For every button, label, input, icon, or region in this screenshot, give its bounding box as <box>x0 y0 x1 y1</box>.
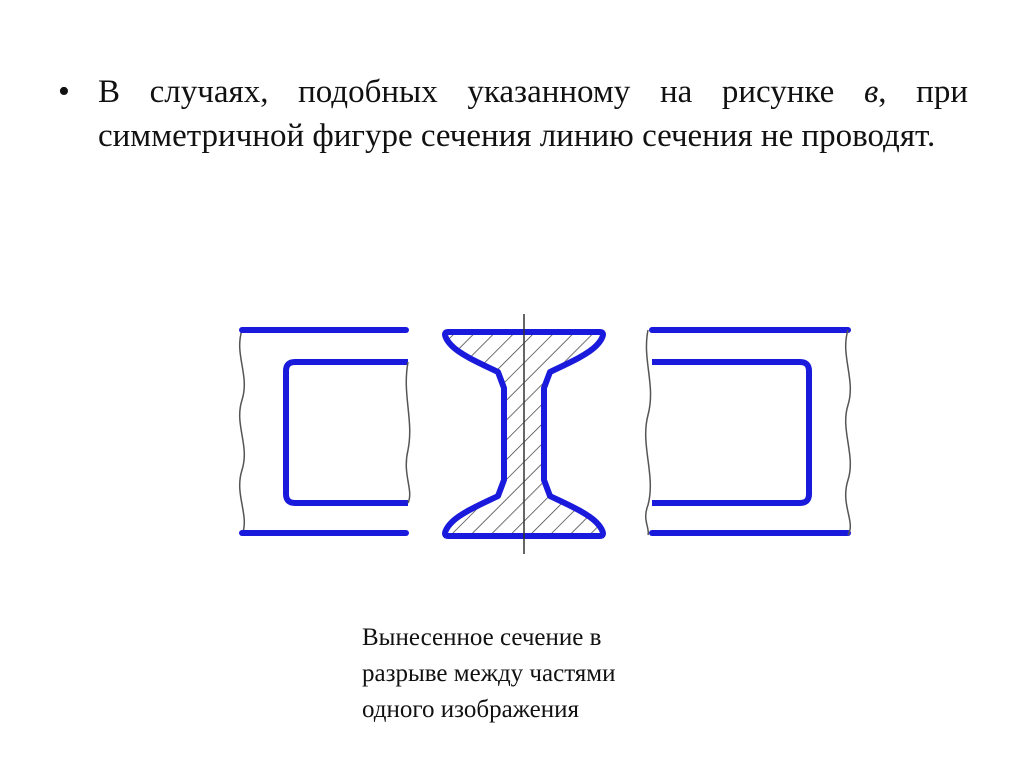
caption-line-3: одного изображения <box>362 696 579 723</box>
bullet-paragraph <box>58 70 968 158</box>
bullet-text-italic: в <box>863 74 879 110</box>
left-break-line <box>240 330 245 535</box>
bullet-text <box>98 70 968 158</box>
section-drawing <box>220 310 880 570</box>
i-beam-section <box>445 314 603 554</box>
bullet-text-main: В случаях, подобных указанному на рисунке <box>98 74 864 110</box>
left-right-break-line <box>406 362 409 503</box>
right-left-break-line <box>646 330 651 535</box>
section-drawing-svg <box>220 310 880 570</box>
right-inner-frame <box>652 362 809 503</box>
bullet-marker: • <box>58 73 70 110</box>
left-inner-frame <box>286 362 408 503</box>
left-beam-part <box>240 330 410 535</box>
right-break-line <box>846 330 851 535</box>
right-beam-part <box>646 330 851 535</box>
caption-line-1: Вынесенное сечение в <box>362 624 602 651</box>
figure-caption <box>362 620 782 728</box>
bullet-text-rest: , при симметричной фигуре сечения линию сечения не проводят. <box>98 74 968 154</box>
caption-line-2: разрыве между частями <box>362 660 616 687</box>
